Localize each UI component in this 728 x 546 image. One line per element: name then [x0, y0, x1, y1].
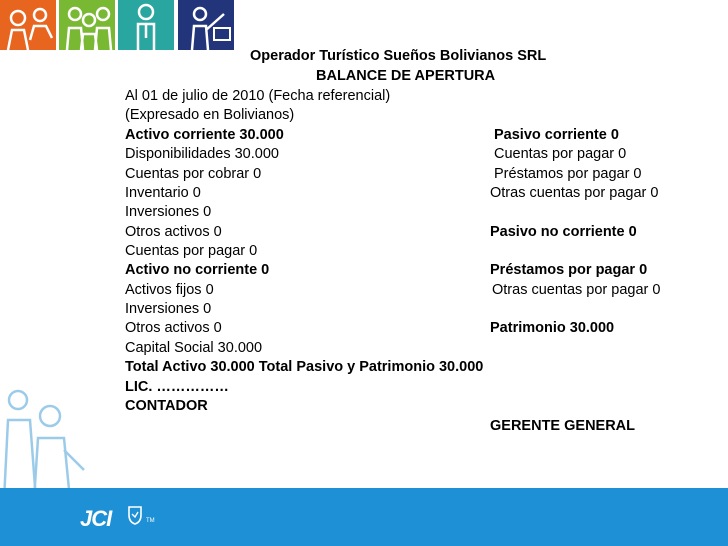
- presenter-icon: [178, 0, 234, 50]
- left-item-cuentas-por-cobrar: Cuentas por cobrar 0: [125, 166, 262, 182]
- jci-logo: JCI: [80, 506, 112, 531]
- footer-bar: [0, 488, 728, 546]
- page-title: BALANCE DE APERTURA: [316, 68, 496, 84]
- left-item-capital-social: Capital Social 30.000: [125, 340, 263, 356]
- right-item-prestamos-por-pagar-nc: Préstamos por pagar 0: [490, 262, 648, 278]
- currency-line: (Expresado en Bolivianos): [125, 107, 295, 123]
- right-item-prestamos-por-pagar: Préstamos por pagar 0: [494, 166, 642, 182]
- left-item-otros-activos: Otros activos 0: [125, 224, 222, 240]
- date-line: Al 01 de julio de 2010 (Fecha referencial): [125, 88, 391, 104]
- right-item-pasivo-corriente: Pasivo corriente 0: [494, 127, 619, 143]
- group-icon: [59, 0, 115, 50]
- people-icon: [0, 0, 56, 50]
- right-item-patrimonio: Patrimonio 30.000: [490, 320, 615, 336]
- signature-gerente: GERENTE GENERAL: [490, 418, 636, 434]
- left-item-disponibilidades: Disponibilidades 30.000: [125, 146, 279, 162]
- people-watermark-icon: [0, 380, 210, 500]
- right-item-otras-cuentas: Otras cuentas por pagar 0: [490, 185, 659, 201]
- left-item-inversiones-nc: Inversiones 0: [125, 301, 212, 317]
- totals-line: Total Activo 30.000 Total Pasivo y Patrimonio 30.000: [125, 359, 484, 375]
- trademark-mark: TM: [146, 518, 155, 524]
- left-item-activos-fijos: Activos fijos 0: [125, 282, 214, 298]
- left-item-activo-corriente: Activo corriente 30.000: [125, 127, 284, 143]
- right-item-otras-cuentas-nc: Otras cuentas por pagar 0: [492, 282, 661, 298]
- left-item-otros-activos-nc: Otros activos 0: [125, 320, 222, 336]
- person-icon: [118, 0, 174, 50]
- right-item-pasivo-no-corriente: Pasivo no corriente 0: [490, 224, 637, 240]
- signature-lic: LIC. ……………: [125, 379, 229, 395]
- right-item-cuentas-por-pagar: Cuentas por pagar 0: [494, 146, 627, 162]
- shield-icon: [128, 505, 142, 525]
- company-name: Operador Turístico Sueños Bolivianos SRL: [250, 48, 547, 64]
- left-item-cuentas-por-pagar: Cuentas por pagar 0: [125, 243, 258, 259]
- signature-contador: CONTADOR: [125, 398, 208, 414]
- left-item-inventario: Inventario 0: [125, 185, 201, 201]
- left-item-inversiones: Inversiones 0: [125, 204, 212, 220]
- left-item-activo-no-corriente: Activo no corriente 0: [125, 262, 270, 278]
